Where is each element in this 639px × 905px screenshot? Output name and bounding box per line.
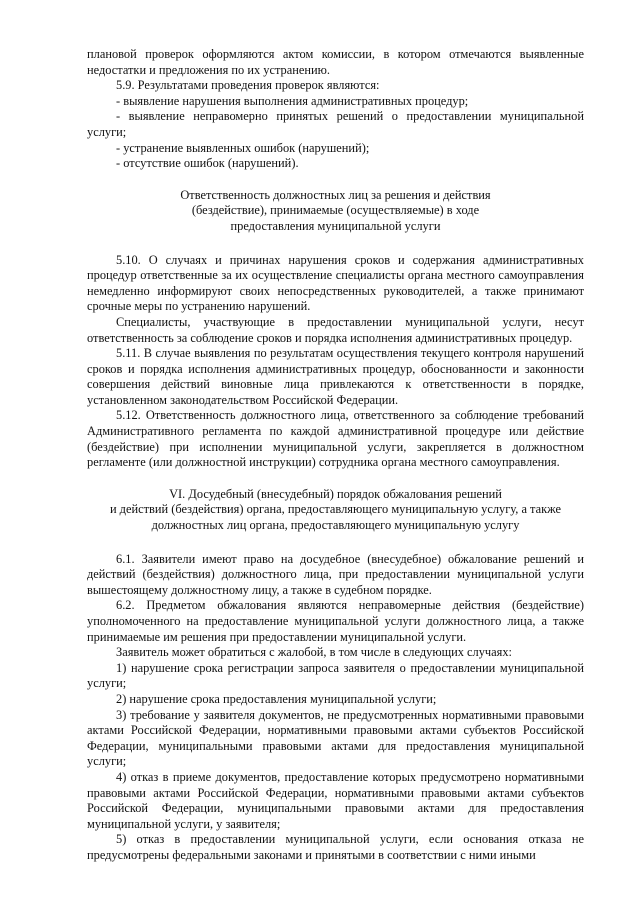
list-item: - выявление нарушения выполнения административных процедур; (116, 93, 469, 108)
section-heading-line: Ответственность должностных лиц за решения и действия (180, 187, 491, 202)
paragraph: 5.11. В случае выявления по результатам осуществления текущего контроля нарушений сроков и порядка исполнения административных процедур, обоснованности и законности совершения действий виновные лица привлекаются к ответственности в порядке, установленном законодательством Российской Федерации. (87, 346, 584, 407)
document-page (87, 47, 584, 864)
list-item: - выявление неправомерно принятых решений о предоставлении муниципальной услуги; (87, 109, 584, 139)
list-item: 2) нарушение срока предоставления муниципальной услуги; (116, 691, 437, 706)
paragraph: 6.1. Заявители имеют право на досудебное (внесудебное) обжалование решений и действий (бездействия) должностного лица, при предоставлении муниципальной услуги вышестоящему должностному лицу, а также в судебном порядке. (87, 551, 584, 597)
list-item: - устранение выявленных ошибок (нарушений); (116, 140, 370, 155)
list-item: 4) отказ в приеме документов, предоставление которых предусмотрено нормативными правовыми актами Российской Федерации, нормативными правовыми актами субъектов Российской Федерации, муниципальными правовыми актами для предоставления муниципальной услуги, у заявителя; (87, 769, 584, 831)
section-heading-line: (бездействие), принимаемые (осуществляемые) в ходе (191, 203, 480, 218)
paragraph: Заявитель может обратиться с жалобой, в том числе в следующих случаях: (116, 645, 512, 660)
chapter-heading-line: VI. Досудебный (внесудебный) порядок обжалования решений (169, 486, 502, 501)
chapter-heading-line: и действий (бездействия) органа, предоставляющего муниципальную услугу, а также (109, 502, 562, 517)
list-item: 5) отказ в предоставлении муниципальной услуги, если основания отказа не предусмотрены федеральными законами и принятыми в соответствии с ними иными (87, 832, 584, 862)
paragraph: Специалисты, участвующие в предоставлении муниципальной услуги, несут ответственность за соблюдение сроков и порядка исполнения административных процедур. (87, 314, 584, 345)
chapter-heading-line: должностных лиц органа, предоставляющего муниципальную услугу (151, 518, 520, 533)
paragraph: плановой проверок оформляются актом комиссии, в котором отмечаются выявленные недостатки и предложения по их устранению. (87, 47, 584, 77)
list-item: - отсутствие ошибок (нарушений). (116, 156, 299, 171)
paragraph: 5.9. Результатами проведения проверок являются: (116, 78, 380, 93)
section-heading-line: предоставления муниципальной услуги (230, 218, 441, 233)
list-item: 1) нарушение срока регистрации запроса заявителя о предоставлении муниципальной услуги; (87, 660, 584, 691)
paragraph: 5.10. О случаях и причинах нарушения сроков и содержания административных процедур ответственные за их осуществление специалисты органа местного самоуправления немедленно информируют своих непосредственных руководителей, а также принимают срочные меры по устранению нарушений. (87, 252, 584, 314)
paragraph: 6.2. Предметом обжалования являются неправомерные действия (бездействие) уполномоченного на предоставление муниципальной услуги должностного лица, а также принимаемые им решения при предоставлении муниципальной услуги. (87, 598, 584, 644)
paragraph: 5.12. Ответственность должностного лица, ответственного за соблюдение требований Административного регламента по каждой административной процедуре или действие (бездействие) при исполнении муниципальной услуги, закрепляется в должностном регламенте (или должностной инструкции) сотрудника органа местного самоуправления. (87, 408, 584, 470)
list-item: 3) требование у заявителя документов, не предусмотренных нормативными правовыми актами Российской Федерации, нормативными правовыми актами субъектов Российской Федерации, муниципальными правовыми актами для предоставления муниципальной услуги; (87, 707, 584, 769)
